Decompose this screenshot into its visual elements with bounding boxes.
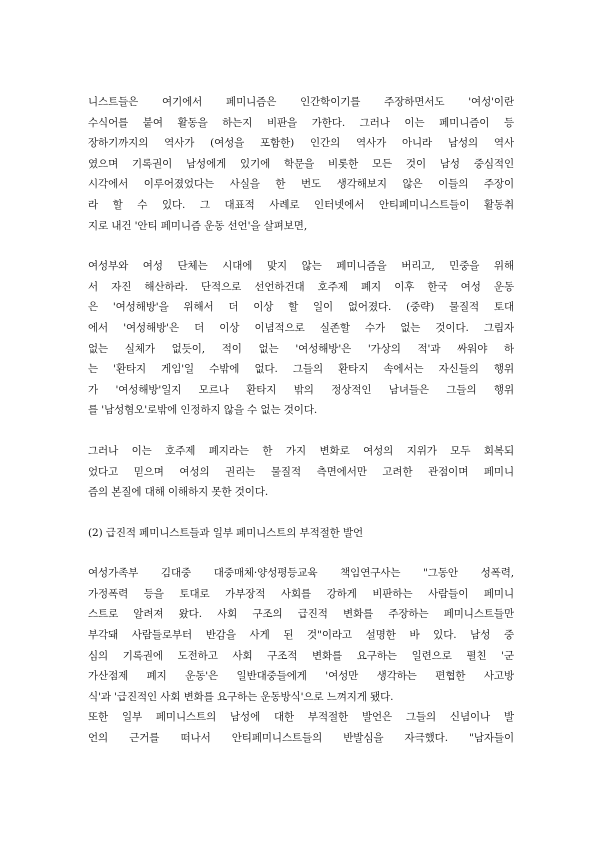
text-line: 었다고 믿으며 여성의 권리는 물질적 측면에서만 고려한 관점이며 페미니 xyxy=(88,465,514,478)
section-heading-text: (2) 급진적 페미니스트들과 일부 페미니스트의 부적절한 발언 xyxy=(88,526,364,539)
document-page xyxy=(88,92,514,749)
text-line: 장하기까지의 역사가 (여성을 포함한) 인간의 역사가 아니라 남성의 역사 xyxy=(88,137,514,150)
text-line: 부각돼 사람들로부터 반감을 사게 된 것"이라고 설명한 바 있다. 남성 중 xyxy=(88,629,514,642)
text-line: 여성부와 여성 단체는 시대에 맞지 않는 페미니즘을 버리고, 민중을 위해 xyxy=(88,260,514,273)
text-line: 가 '여성해방'일지 모르나 환타지 밖의 정상적인 남녀들은 그들의 행위 xyxy=(88,383,514,396)
text-line: 또한 일부 페미니스트의 남성에 대한 부적절한 발언은 그들의 신념이나 발 xyxy=(88,711,514,724)
text-line: 가산점제 폐지 운동'은 일반대중들에게 '여성만 생각하는 편협한 사고방 xyxy=(88,670,514,683)
text-line: 스트로 알려져 왔다. 사회 구조의 급진적 변화를 주장하는 페미니스트들만 xyxy=(88,608,514,621)
text-line: 은 '여성해방'을 위해서 더 이상 할 일이 없어졌다. (중략) 물질적 토대 xyxy=(88,301,514,314)
text-line: 즘의 본질에 대해 이해하지 못한 것이다. xyxy=(88,486,269,499)
text-line: 를 '남성혐오'로밖에 인정하지 않을 수 없는 것이다. xyxy=(88,404,318,417)
text-line: 여성가족부 김대중 대중매체·양성평등교육 책임연구사는 "그동안 성폭력, xyxy=(88,567,514,580)
text-line: 그러나 이는 호주제 폐지라는 한 가지 변화로 여성의 지위가 모두 회복되 xyxy=(88,444,514,457)
text-line: 식'과 '급진적인 사회 변화를 요구하는 운동방식'으로 느껴지게 됐다. xyxy=(88,690,394,703)
text-line: 심의 기록권에 도전하고 사회 구조적 변화를 요구하는 일련으로 펼친 '군 xyxy=(88,649,514,662)
text-line: 시각에서 이루어졌었다는 사실을 한 번도 생각해보지 않은 이들의 주장이 xyxy=(88,178,514,191)
text-line: 라 할 수 있다. 그 대표적 사례로 인터넷에서 안티페미니스트들이 활동취 xyxy=(88,198,514,211)
text-line: 는 '환타지 게임'일 수밖에 없다. 그들의 환타지 속에서는 자신들의 행위 xyxy=(88,363,514,376)
paragraph-1 xyxy=(88,92,514,236)
text-line: 서 자진 해산하라. 단적으로 선언하건대 호주제 폐지 이후 한국 여성 운동 xyxy=(88,280,514,293)
section-heading xyxy=(88,523,514,544)
text-line: 없는 실체가 없듯이, 적이 없는 '여성해방'은 '가상의 적'과 싸워야 하 xyxy=(88,342,514,355)
text-line: 수식어를 붙여 활동을 하는지 비판을 가한다. 그러나 이는 페미니즘이 등 xyxy=(88,116,514,129)
paragraph-4 xyxy=(88,563,514,707)
text-line: 가정폭력 등을 토대로 가부장적 사회를 강하게 비판하는 사람들이 페미니 xyxy=(88,587,514,600)
paragraph-2-quote xyxy=(88,256,514,421)
text-line: 에서 '여성해방'은 더 이상 이념적으로 실존할 수가 없는 것이다. 그림자 xyxy=(88,321,514,334)
text-line: 였으며 기록권이 남성에게 있기에 학문을 비롯한 모든 것이 남성 중심적인 xyxy=(88,157,514,170)
text-line: 언의 근거를 떠나서 안티페미니스트들의 반발심을 자극했다. "남자들이 xyxy=(88,732,514,745)
text-line: 니스트들은 여기에서 페미니즘은 인간학이기를 주장하면서도 '여성'이란 xyxy=(88,96,514,108)
paragraph-5 xyxy=(88,707,514,748)
paragraph-3 xyxy=(88,441,514,503)
text-line: 지로 내건 '안티 페미니즘 운동 선언'을 살펴보면, xyxy=(88,219,308,232)
